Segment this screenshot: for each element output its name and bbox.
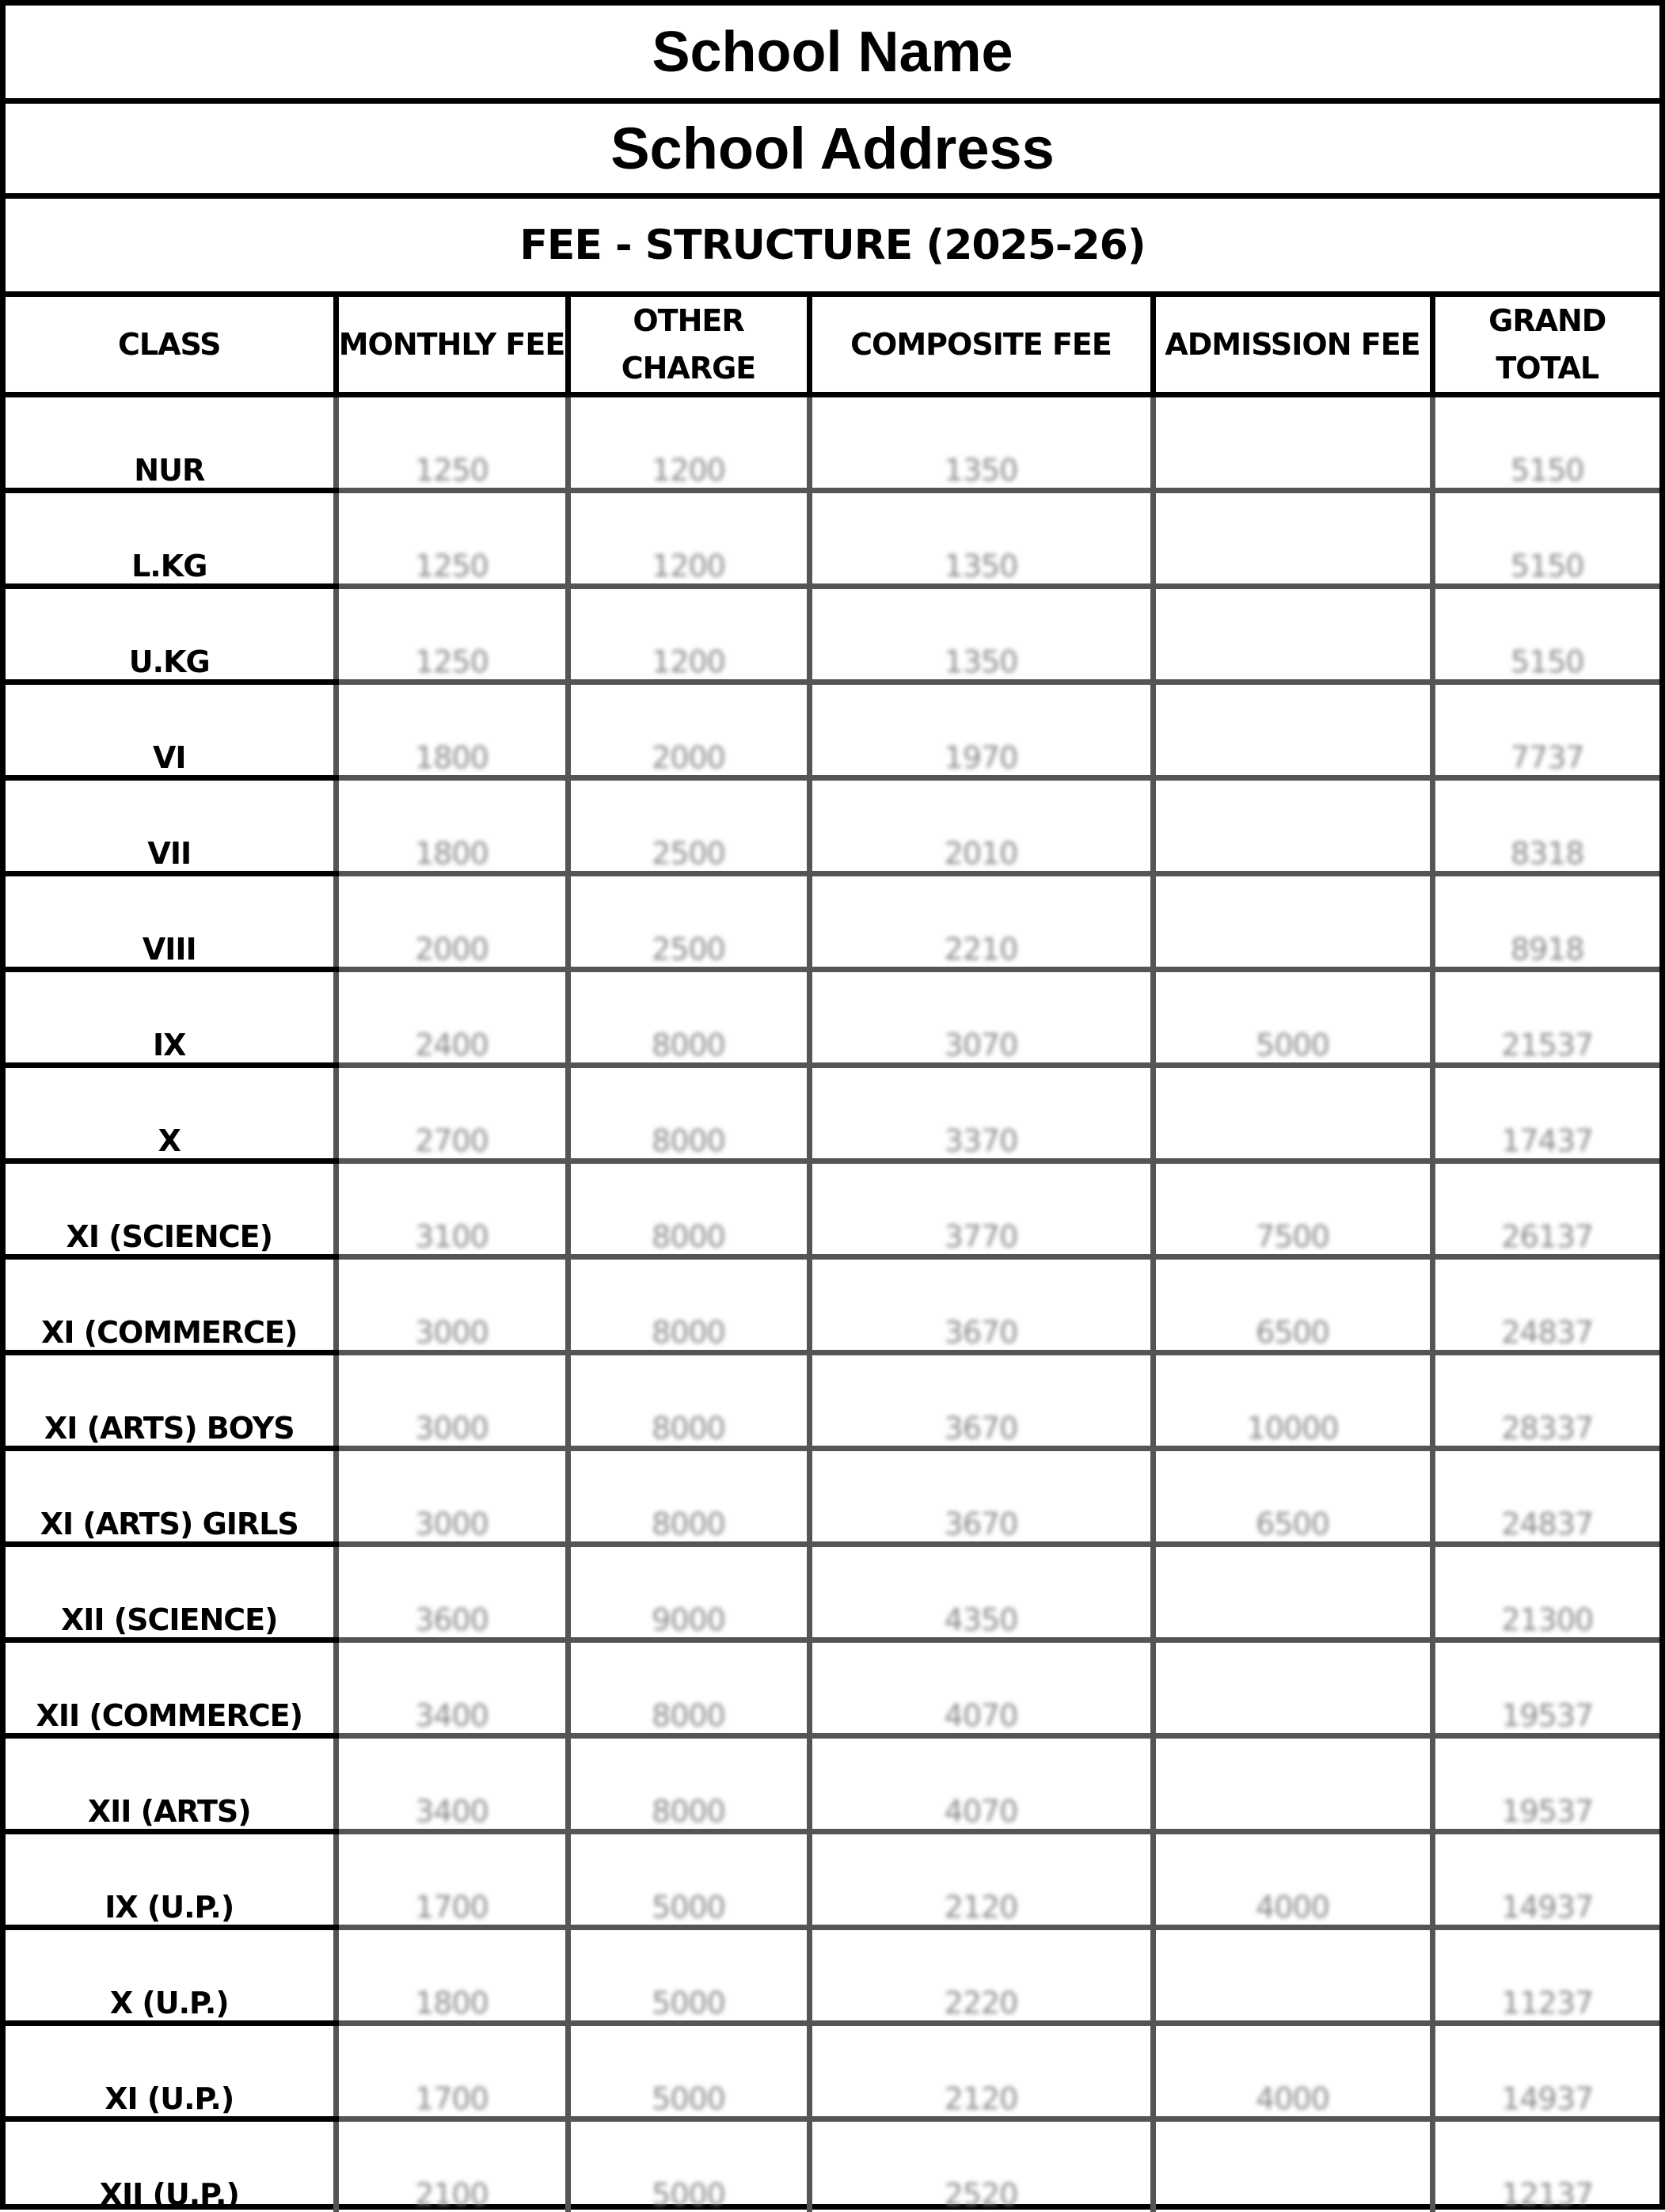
class-cell: U.KG	[6, 587, 336, 682]
monthly-fee-cell: 1700	[336, 1832, 568, 1928]
monthly-fee-cell: 1800	[336, 1928, 568, 2024]
composite-fee-cell: 2220	[809, 1928, 1153, 2024]
grand-total-cell: 24837	[1432, 1449, 1659, 1545]
table-row	[6, 491, 1659, 587]
admission-fee-cell: 6500	[1153, 1257, 1432, 1353]
table-row	[6, 874, 1659, 970]
admission-fee-cell	[1153, 1545, 1432, 1640]
table-row	[6, 1736, 1659, 1832]
grand-total-cell: 21300	[1432, 1545, 1659, 1640]
class-cell: L.KG	[6, 491, 336, 587]
grand-total-cell: 14937	[1432, 2024, 1659, 2119]
column-header-other-charge: OTHER CHARGE	[568, 297, 809, 395]
grand-total-cell: 17437	[1432, 1066, 1659, 1161]
table-row	[6, 1161, 1659, 1257]
other-charge-cell: 8000	[568, 1161, 809, 1257]
table-header-row	[6, 297, 1659, 395]
monthly-fee-cell: 3000	[336, 1257, 568, 1353]
table-row	[6, 1449, 1659, 1545]
admission-fee-cell	[1153, 491, 1432, 587]
grand-total-cell: 8918	[1432, 874, 1659, 970]
monthly-fee-cell: 3100	[336, 1161, 568, 1257]
admission-fee-cell	[1153, 682, 1432, 778]
other-charge-cell: 8000	[568, 1640, 809, 1736]
monthly-fee-cell: 1800	[336, 778, 568, 874]
table-row	[6, 1640, 1659, 1736]
monthly-fee-cell: 1250	[336, 491, 568, 587]
grand-total-cell: 26137	[1432, 1161, 1659, 1257]
grand-total-cell: 8318	[1432, 778, 1659, 874]
table-row	[6, 1832, 1659, 1928]
school-address: School Address	[6, 104, 1659, 199]
class-cell: XI (U.P.)	[6, 2024, 336, 2119]
monthly-fee-cell: 1800	[336, 682, 568, 778]
class-cell: XII (COMMERCE)	[6, 1640, 336, 1736]
admission-fee-cell: 4000	[1153, 2024, 1432, 2119]
other-charge-cell: 8000	[568, 1736, 809, 1832]
table-row	[6, 970, 1659, 1066]
class-cell: XII (SCIENCE)	[6, 1545, 336, 1640]
other-charge-cell: 8000	[568, 970, 809, 1066]
class-cell: XI (ARTS) GIRLS	[6, 1449, 336, 1545]
grand-total-cell: 21537	[1432, 970, 1659, 1066]
composite-fee-cell: 3670	[809, 1353, 1153, 1449]
other-charge-cell: 8000	[568, 1257, 809, 1353]
column-header-grand-total: GRAND TOTAL	[1432, 297, 1659, 395]
class-cell: XI (COMMERCE)	[6, 1257, 336, 1353]
table-row	[6, 587, 1659, 682]
grand-total-cell: 12137	[1432, 2119, 1659, 2212]
class-cell: XI (ARTS) BOYS	[6, 1353, 336, 1449]
school-name: School Name	[6, 6, 1659, 104]
admission-fee-cell: 5000	[1153, 970, 1432, 1066]
grand-total-cell: 19537	[1432, 1736, 1659, 1832]
composite-fee-cell: 1350	[809, 395, 1153, 491]
other-charge-cell: 2500	[568, 778, 809, 874]
column-header-admission-fee: ADMISSION FEE	[1153, 297, 1432, 395]
table-row	[6, 2119, 1659, 2212]
composite-fee-cell: 3770	[809, 1161, 1153, 1257]
table-row	[6, 395, 1659, 491]
admission-fee-cell	[1153, 1640, 1432, 1736]
composite-fee-cell: 2520	[809, 2119, 1153, 2212]
admission-fee-cell	[1153, 1928, 1432, 2024]
other-charge-cell: 2500	[568, 874, 809, 970]
fee-table-body	[6, 395, 1659, 2212]
composite-fee-cell: 2120	[809, 1832, 1153, 1928]
monthly-fee-cell: 1700	[336, 2024, 568, 2119]
table-row	[6, 682, 1659, 778]
composite-fee-cell: 3670	[809, 1449, 1153, 1545]
other-charge-cell: 9000	[568, 1545, 809, 1640]
other-charge-cell: 1200	[568, 395, 809, 491]
table-row	[6, 778, 1659, 874]
other-charge-cell: 5000	[568, 1832, 809, 1928]
class-cell: X (U.P.)	[6, 1928, 336, 2024]
grand-total-cell: 5150	[1432, 491, 1659, 587]
monthly-fee-cell: 3000	[336, 1449, 568, 1545]
table-row	[6, 1928, 1659, 2024]
monthly-fee-cell: 2700	[336, 1066, 568, 1161]
class-cell: IX (U.P.)	[6, 1832, 336, 1928]
other-charge-cell: 2000	[568, 682, 809, 778]
class-cell: VI	[6, 682, 336, 778]
fee-table	[6, 297, 1659, 2212]
class-cell: VII	[6, 778, 336, 874]
composite-fee-cell: 3370	[809, 1066, 1153, 1161]
monthly-fee-cell: 2100	[336, 2119, 568, 2212]
composite-fee-cell: 1350	[809, 587, 1153, 682]
class-cell: XI (SCIENCE)	[6, 1161, 336, 1257]
other-charge-cell: 5000	[568, 2119, 809, 2212]
monthly-fee-cell: 3400	[336, 1736, 568, 1832]
class-cell: XII (ARTS)	[6, 1736, 336, 1832]
grand-total-cell: 7737	[1432, 682, 1659, 778]
admission-fee-cell	[1153, 778, 1432, 874]
composite-fee-cell: 4070	[809, 1736, 1153, 1832]
grand-total-cell: 5150	[1432, 587, 1659, 682]
table-row	[6, 1257, 1659, 1353]
admission-fee-cell: 10000	[1153, 1353, 1432, 1449]
composite-fee-cell: 1970	[809, 682, 1153, 778]
admission-fee-cell	[1153, 874, 1432, 970]
monthly-fee-cell: 3000	[336, 1353, 568, 1449]
composite-fee-cell: 2120	[809, 2024, 1153, 2119]
class-cell: X	[6, 1066, 336, 1161]
admission-fee-cell	[1153, 395, 1432, 491]
grand-total-cell: 5150	[1432, 395, 1659, 491]
fee-structure-title: FEE - STRUCTURE (2025-26)	[6, 199, 1659, 297]
admission-fee-cell: 7500	[1153, 1161, 1432, 1257]
other-charge-cell: 8000	[568, 1353, 809, 1449]
column-header-monthly-fee: MONTHLY FEE	[336, 297, 568, 395]
other-charge-cell: 5000	[568, 2024, 809, 2119]
column-header-class: CLASS	[6, 297, 336, 395]
grand-total-cell: 14937	[1432, 1832, 1659, 1928]
column-header-composite-fee: COMPOSITE FEE	[809, 297, 1153, 395]
grand-total-cell: 28337	[1432, 1353, 1659, 1449]
admission-fee-cell: 6500	[1153, 1449, 1432, 1545]
grand-total-cell: 24837	[1432, 1257, 1659, 1353]
other-charge-cell: 1200	[568, 491, 809, 587]
class-cell: IX	[6, 970, 336, 1066]
admission-fee-cell: 4000	[1153, 1832, 1432, 1928]
composite-fee-cell: 4350	[809, 1545, 1153, 1640]
monthly-fee-cell: 1250	[336, 587, 568, 682]
composite-fee-cell: 2210	[809, 874, 1153, 970]
table-row	[6, 1066, 1659, 1161]
monthly-fee-cell: 2400	[336, 970, 568, 1066]
class-cell: NUR	[6, 395, 336, 491]
table-row	[6, 1353, 1659, 1449]
admission-fee-cell	[1153, 2119, 1432, 2212]
other-charge-cell: 5000	[568, 1928, 809, 2024]
monthly-fee-cell: 1250	[336, 395, 568, 491]
composite-fee-cell: 3670	[809, 1257, 1153, 1353]
grand-total-cell: 19537	[1432, 1640, 1659, 1736]
monthly-fee-cell: 2000	[336, 874, 568, 970]
table-row	[6, 2024, 1659, 2119]
class-cell: XII (U.P.)	[6, 2119, 336, 2212]
admission-fee-cell	[1153, 1736, 1432, 1832]
admission-fee-cell	[1153, 1066, 1432, 1161]
table-row	[6, 1545, 1659, 1640]
composite-fee-cell: 4070	[809, 1640, 1153, 1736]
other-charge-cell: 8000	[568, 1066, 809, 1161]
composite-fee-cell: 1350	[809, 491, 1153, 587]
monthly-fee-cell: 3400	[336, 1640, 568, 1736]
grand-total-cell: 11237	[1432, 1928, 1659, 2024]
class-cell: VIII	[6, 874, 336, 970]
other-charge-cell: 1200	[568, 587, 809, 682]
admission-fee-cell	[1153, 587, 1432, 682]
monthly-fee-cell: 3600	[336, 1545, 568, 1640]
other-charge-cell: 8000	[568, 1449, 809, 1545]
composite-fee-cell: 2010	[809, 778, 1153, 874]
composite-fee-cell: 3070	[809, 970, 1153, 1066]
